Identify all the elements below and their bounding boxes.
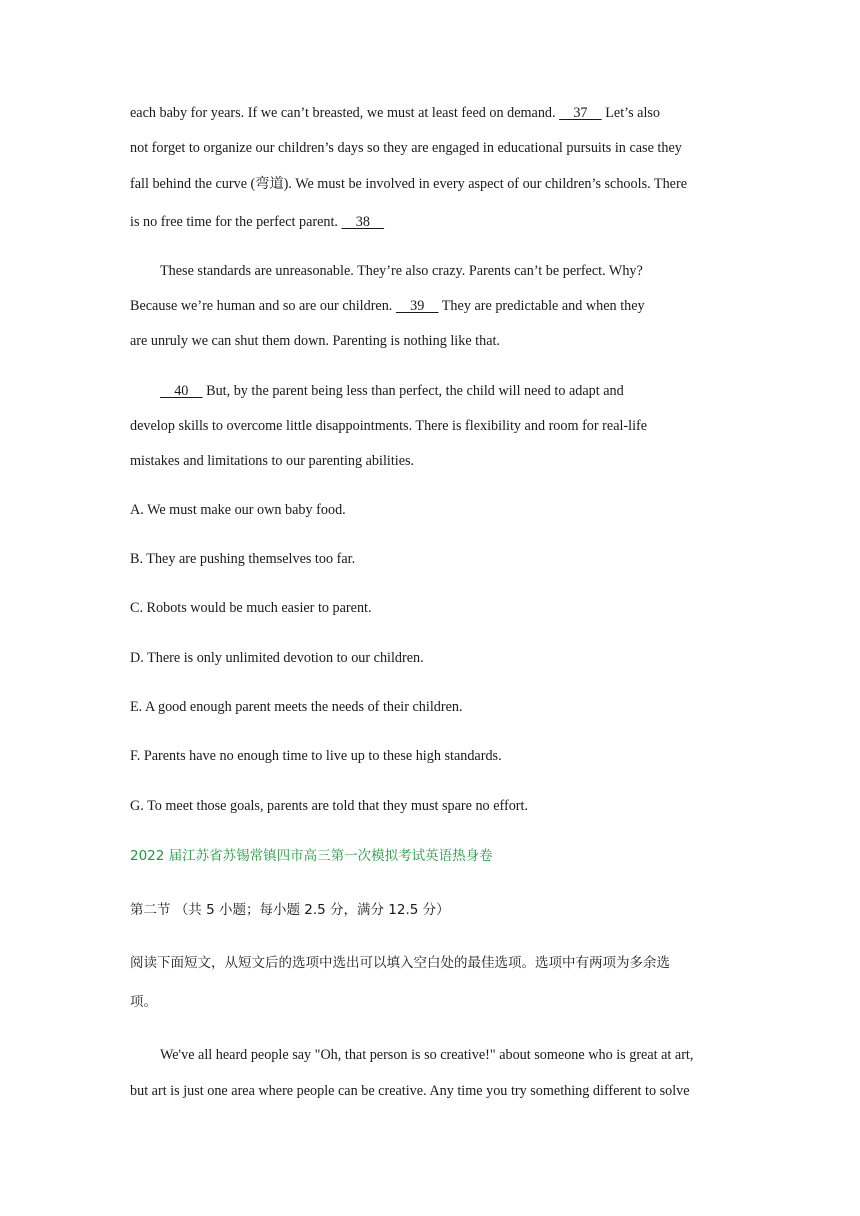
instructions-line-1: 阅读下面短文，从短文后的选项中选出可以填入空白处的最佳选项。选项中有两项为多余选 xyxy=(130,955,670,971)
blank-38: 38 xyxy=(341,214,385,230)
blank-37: 37 xyxy=(559,105,602,121)
paragraph-4-line-1: We've all heard people say "Oh, that person is so creative!" about someone who is great at art, xyxy=(160,1047,694,1063)
blank-39: 39 xyxy=(395,298,439,314)
paragraph-2-line-2: Because we’re human and so are our children. 39 They are predictable and when they xyxy=(130,298,645,314)
paragraph-1-line-2: not forget to organize our children’s days so they are engaged in educational pursuits in case they xyxy=(130,140,682,156)
option-f: F. Parents have no enough time to live up to these high standards. xyxy=(130,748,502,764)
option-e: E. A good enough parent meets the needs of their children. xyxy=(130,699,463,715)
paragraph-1-line-4: is no free time for the perfect parent. 38 xyxy=(130,214,385,230)
option-g: G. To meet those goals, parents are told that they must spare no effort. xyxy=(130,798,528,814)
paragraph-1-line-1: each baby for years. If we can’t breasted, we must at least feed on demand. 37 Let’s also xyxy=(130,105,661,121)
option-d: D. There is only unlimited devotion to our children. xyxy=(130,650,424,666)
paragraph-4-line-2: but art is just one area where people can be creative. Any time you try something different to solve xyxy=(130,1083,690,1099)
option-a: A. We must make our own baby food. xyxy=(130,502,346,518)
paragraph-3-line-3: mistakes and limitations to our parenting abilities. xyxy=(130,453,415,469)
paragraph-3-line-1: 40 But, by the parent being less than perfect, the child will need to adapt and xyxy=(160,383,624,399)
option-b: B. They are pushing themselves too far. xyxy=(130,551,356,567)
paragraph-2-line-3: are unruly we can shut them down. Parenting is nothing like that. xyxy=(130,333,500,349)
source-title: 2022 届江苏省苏锡常镇四市高三第一次模拟考试英语热身卷 xyxy=(130,848,493,864)
paragraph-1-line-3: fall behind the curve (弯道). We must be involved in every aspect of our children’s schools. There xyxy=(130,176,688,192)
section-header: 第二节 （共 5 小题；每小题 2.5 分，满分 12.5 分） xyxy=(130,902,450,918)
paragraph-3-line-2: develop skills to overcome little disappointments. There is flexibility and room for real-life xyxy=(130,418,648,434)
blank-40: 40 xyxy=(160,383,203,399)
paragraph-2-line-1: These standards are unreasonable. They’re also crazy. Parents can’t be perfect. Why? xyxy=(160,263,643,279)
option-c: C. Robots would be much easier to parent. xyxy=(130,600,372,616)
instructions-line-2: 项。 xyxy=(130,994,157,1010)
